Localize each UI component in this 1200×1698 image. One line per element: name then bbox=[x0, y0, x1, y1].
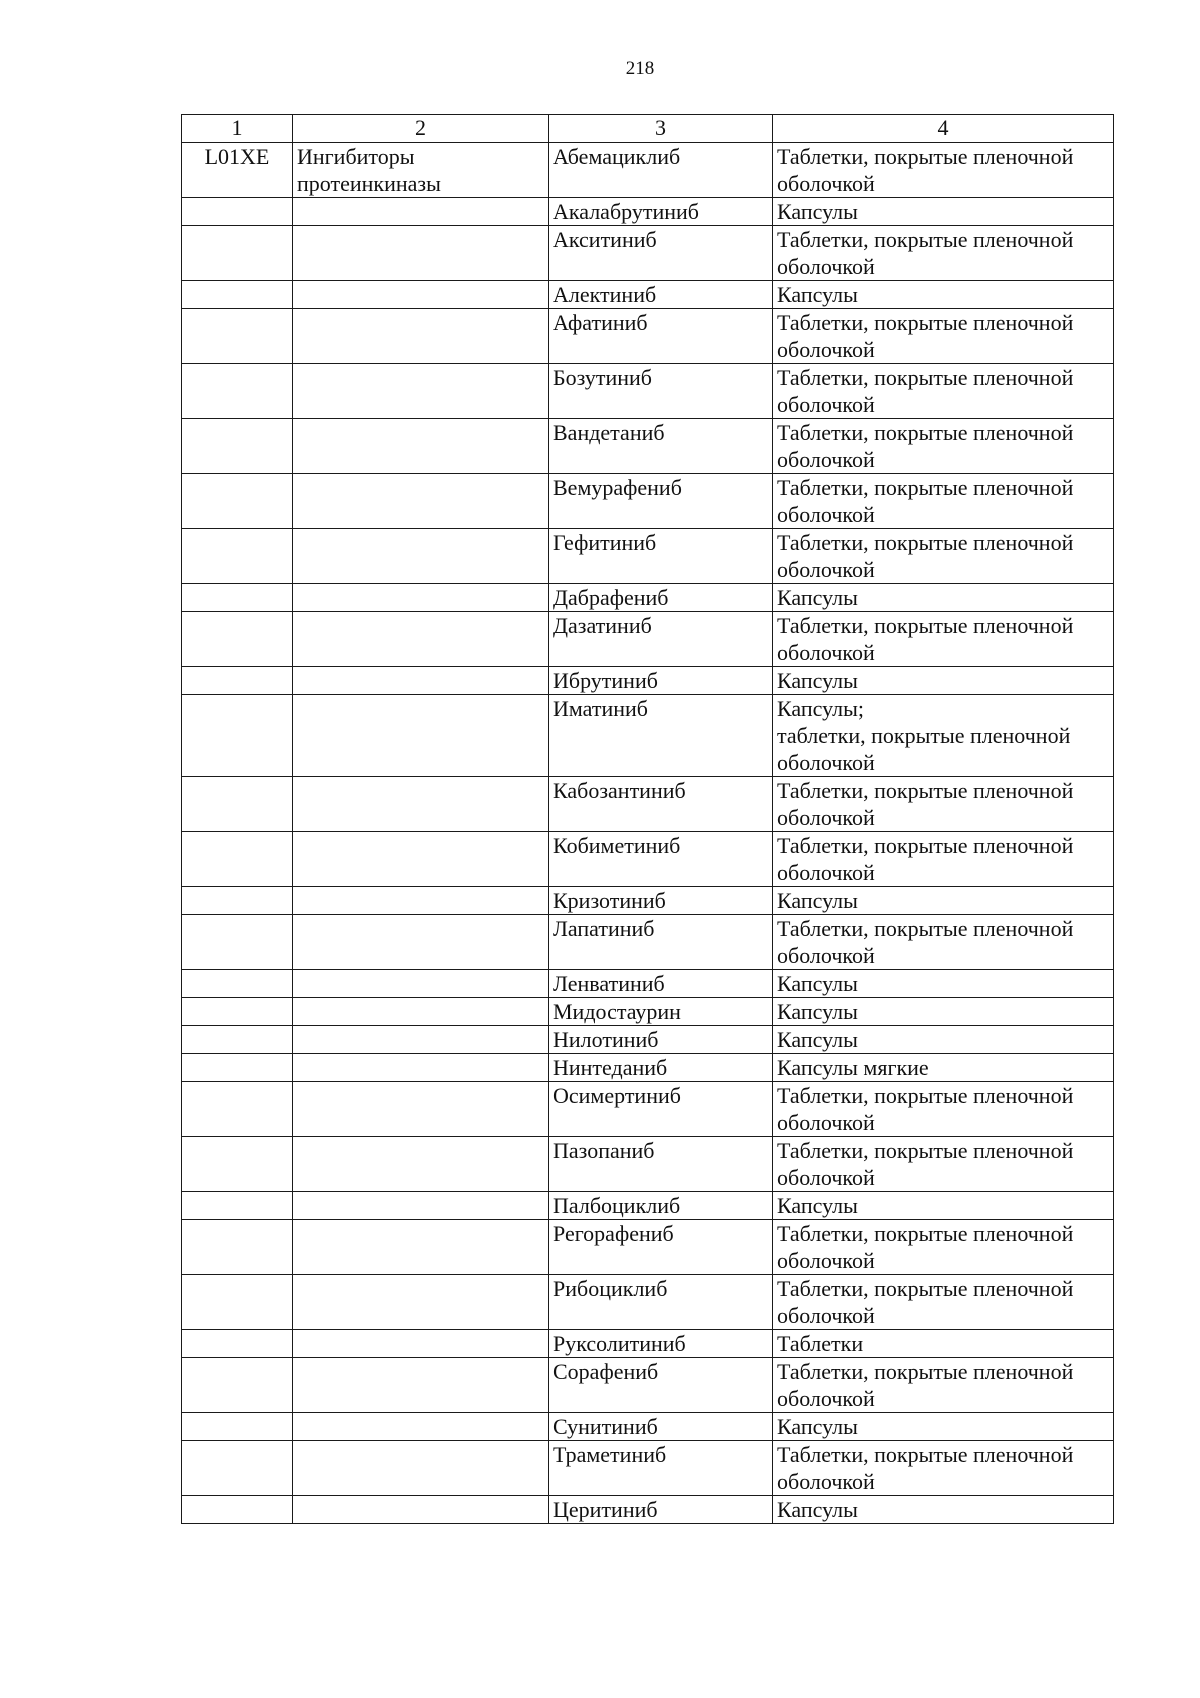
dosage-form-line: Капсулы bbox=[777, 1497, 858, 1522]
drug-name-cell: Палбоциклиб bbox=[549, 1192, 773, 1220]
dosage-form-cell bbox=[773, 1413, 1114, 1441]
drug-name-cell: Афатиниб bbox=[549, 309, 773, 364]
drug-name-cell: Мидостаурин bbox=[549, 998, 773, 1026]
drug-group-cell bbox=[293, 226, 549, 281]
atc-code-cell bbox=[182, 584, 293, 612]
table-row bbox=[182, 832, 1114, 887]
drug-name-cell: Алектиниб bbox=[549, 281, 773, 309]
drug-group-cell bbox=[293, 1275, 549, 1330]
drug-name-cell: Руксолитиниб bbox=[549, 1330, 773, 1358]
table-row bbox=[182, 143, 1114, 198]
table-row bbox=[182, 915, 1114, 970]
drug-group-cell bbox=[293, 777, 549, 832]
dosage-form-line: Таблетки, покрытые пленочной bbox=[777, 1138, 1074, 1163]
dosage-form-line: Капсулы bbox=[777, 971, 858, 996]
atc-code-cell bbox=[182, 474, 293, 529]
drug-group-cell bbox=[293, 364, 549, 419]
drug-name-cell: Осимертиниб bbox=[549, 1082, 773, 1137]
atc-code-cell bbox=[182, 1496, 293, 1524]
dosage-form-line: Таблетки bbox=[777, 1331, 864, 1356]
table-row bbox=[182, 1275, 1114, 1330]
drug-group-cell bbox=[293, 281, 549, 309]
dosage-form-line: оболочкой bbox=[777, 640, 875, 665]
table-row bbox=[182, 281, 1114, 309]
drug-group-line: Ингибиторы bbox=[297, 144, 415, 169]
drug-group-cell bbox=[293, 1026, 549, 1054]
drug-group-cell bbox=[293, 695, 549, 777]
dosage-form-line: оболочкой bbox=[777, 1303, 875, 1328]
dosage-form-cell bbox=[773, 667, 1114, 695]
dosage-form-cell bbox=[773, 1137, 1114, 1192]
dosage-form-line: оболочкой bbox=[777, 337, 875, 362]
drug-group-cell bbox=[293, 612, 549, 667]
dosage-form-line: Таблетки, покрытые пленочной bbox=[777, 227, 1074, 252]
drug-name-cell: Дабрафениб bbox=[549, 584, 773, 612]
dosage-form-cell bbox=[773, 832, 1114, 887]
table-row bbox=[182, 970, 1114, 998]
drug-name-cell: Рибоциклиб bbox=[549, 1275, 773, 1330]
drug-group-cell bbox=[293, 584, 549, 612]
drug-group-cell bbox=[293, 419, 549, 474]
dosage-form-line: оболочкой bbox=[777, 392, 875, 417]
header-row bbox=[182, 115, 1114, 143]
dosage-form-line: оболочкой bbox=[777, 171, 875, 196]
dosage-form-line: оболочкой bbox=[777, 1469, 875, 1494]
drug-group-cell bbox=[293, 309, 549, 364]
dosage-form-cell bbox=[773, 1082, 1114, 1137]
table-row bbox=[182, 1054, 1114, 1082]
dosage-form-line: Таблетки, покрытые пленочной bbox=[777, 833, 1074, 858]
dosage-form-line: оболочкой bbox=[777, 860, 875, 885]
drug-group-cell bbox=[293, 915, 549, 970]
drug-group-cell bbox=[293, 198, 549, 226]
drug-name-cell: Лапатиниб bbox=[549, 915, 773, 970]
atc-code-cell bbox=[182, 1441, 293, 1496]
dosage-form-cell bbox=[773, 695, 1114, 777]
dosage-form-line: Таблетки, покрытые пленочной bbox=[777, 1359, 1074, 1384]
dosage-form-line: Таблетки, покрытые пленочной bbox=[777, 613, 1074, 638]
dosage-form-line: оболочкой bbox=[777, 1386, 875, 1411]
dosage-form-cell bbox=[773, 309, 1114, 364]
drug-group-cell bbox=[293, 1082, 549, 1137]
dosage-form-cell bbox=[773, 612, 1114, 667]
dosage-form-line: Капсулы; bbox=[777, 696, 865, 721]
atc-code-cell bbox=[182, 529, 293, 584]
atc-code-cell bbox=[182, 226, 293, 281]
drug-group-cell bbox=[293, 1441, 549, 1496]
table-row bbox=[182, 1137, 1114, 1192]
atc-code-cell bbox=[182, 695, 293, 777]
drug-group-cell bbox=[293, 1358, 549, 1413]
dosage-form-line: оболочкой bbox=[777, 1165, 875, 1190]
drug-name-cell: Ибрутиниб bbox=[549, 667, 773, 695]
drug-group-cell bbox=[293, 887, 549, 915]
column-header-3: 3 bbox=[549, 115, 773, 143]
drug-group-cell bbox=[293, 1220, 549, 1275]
atc-code-cell bbox=[182, 1082, 293, 1137]
dosage-form-line: Капсулы bbox=[777, 282, 858, 307]
atc-code-cell bbox=[182, 1026, 293, 1054]
dosage-form-cell bbox=[773, 1054, 1114, 1082]
dosage-form-line: оболочкой bbox=[777, 254, 875, 279]
table-row bbox=[182, 226, 1114, 281]
dosage-form-line: Таблетки, покрытые пленочной bbox=[777, 1442, 1074, 1467]
dosage-form-cell bbox=[773, 998, 1114, 1026]
drug-name-cell: Абемациклиб bbox=[549, 143, 773, 198]
drug-group-cell bbox=[293, 1496, 549, 1524]
atc-code-cell bbox=[182, 419, 293, 474]
dosage-form-cell bbox=[773, 1441, 1114, 1496]
column-header-2: 2 bbox=[293, 115, 549, 143]
atc-code-cell bbox=[182, 998, 293, 1026]
drug-name-cell: Бозутиниб bbox=[549, 364, 773, 419]
dosage-form-line: Таблетки, покрытые пленочной bbox=[777, 475, 1074, 500]
atc-code-cell bbox=[182, 1330, 293, 1358]
atc-code-cell bbox=[182, 777, 293, 832]
dosage-form-cell bbox=[773, 226, 1114, 281]
atc-code-cell bbox=[182, 198, 293, 226]
table-row bbox=[182, 612, 1114, 667]
drug-group-cell bbox=[293, 1330, 549, 1358]
dosage-form-line: Капсулы bbox=[777, 1193, 858, 1218]
table-row bbox=[182, 419, 1114, 474]
dosage-form-line: оболочкой bbox=[777, 1248, 875, 1273]
dosage-form-line: Капсулы bbox=[777, 999, 858, 1024]
dosage-form-cell bbox=[773, 1220, 1114, 1275]
dosage-form-cell bbox=[773, 1330, 1114, 1358]
dosage-form-line: Капсулы bbox=[777, 199, 858, 224]
atc-code-cell: L01XE bbox=[182, 143, 293, 198]
dosage-form-cell bbox=[773, 281, 1114, 309]
column-header-1: 1 bbox=[182, 115, 293, 143]
table-row bbox=[182, 1026, 1114, 1054]
table-row bbox=[182, 1220, 1114, 1275]
dosage-form-cell bbox=[773, 887, 1114, 915]
table-row bbox=[182, 1358, 1114, 1413]
dosage-form-cell bbox=[773, 143, 1114, 198]
table-row bbox=[182, 695, 1114, 777]
dosage-form-line: оболочкой bbox=[777, 447, 875, 472]
table-row bbox=[182, 667, 1114, 695]
atc-code-cell bbox=[182, 1275, 293, 1330]
atc-code-cell bbox=[182, 915, 293, 970]
dosage-form-cell bbox=[773, 1026, 1114, 1054]
atc-code-cell bbox=[182, 832, 293, 887]
drug-group-cell bbox=[293, 1413, 549, 1441]
drug-group-cell bbox=[293, 667, 549, 695]
table-row bbox=[182, 1496, 1114, 1524]
atc-code-cell bbox=[182, 1220, 293, 1275]
atc-code-cell bbox=[182, 667, 293, 695]
drug-name-cell: Нилотиниб bbox=[549, 1026, 773, 1054]
page-number: 218 bbox=[625, 58, 655, 79]
drug-group-cell bbox=[293, 1054, 549, 1082]
table-row bbox=[182, 1413, 1114, 1441]
dosage-form-line: оболочкой bbox=[777, 1110, 875, 1135]
dosage-form-cell bbox=[773, 970, 1114, 998]
drug-group-line: протеинкиназы bbox=[297, 171, 441, 196]
dosage-form-line: Капсулы bbox=[777, 1027, 858, 1052]
column-header-4: 4 bbox=[773, 115, 1114, 143]
table-row bbox=[182, 364, 1114, 419]
dosage-form-line: Таблетки, покрытые пленочной bbox=[777, 144, 1074, 169]
drug-group-cell bbox=[293, 143, 549, 198]
drug-name-cell: Кобиметиниб bbox=[549, 832, 773, 887]
table-row bbox=[182, 198, 1114, 226]
atc-code-cell bbox=[182, 1192, 293, 1220]
drug-name-cell: Сорафениб bbox=[549, 1358, 773, 1413]
drug-table bbox=[181, 114, 1114, 1524]
atc-code-cell bbox=[182, 1413, 293, 1441]
dosage-form-cell bbox=[773, 1496, 1114, 1524]
dosage-form-line: оболочкой bbox=[777, 805, 875, 830]
dosage-form-cell bbox=[773, 529, 1114, 584]
drug-name-cell: Гефитиниб bbox=[549, 529, 773, 584]
dosage-form-line: таблетки, покрытые пленочной bbox=[777, 723, 1071, 748]
drug-group-cell bbox=[293, 970, 549, 998]
atc-code-cell bbox=[182, 1137, 293, 1192]
table-row bbox=[182, 474, 1114, 529]
dosage-form-line: оболочкой bbox=[777, 502, 875, 527]
dosage-form-line: Таблетки, покрытые пленочной bbox=[777, 365, 1074, 390]
dosage-form-line: Таблетки, покрытые пленочной bbox=[777, 1083, 1074, 1108]
dosage-form-cell bbox=[773, 1275, 1114, 1330]
table-row bbox=[182, 1082, 1114, 1137]
dosage-form-line: оболочкой bbox=[777, 557, 875, 582]
drug-name-cell: Сунитиниб bbox=[549, 1413, 773, 1441]
dosage-form-line: Капсулы bbox=[777, 888, 858, 913]
dosage-form-cell bbox=[773, 777, 1114, 832]
dosage-form-line: оболочкой bbox=[777, 750, 875, 775]
dosage-form-cell bbox=[773, 474, 1114, 529]
drug-name-cell: Кризотиниб bbox=[549, 887, 773, 915]
drug-group-cell bbox=[293, 998, 549, 1026]
atc-code-cell bbox=[182, 1358, 293, 1413]
dosage-form-line: Капсулы bbox=[777, 585, 858, 610]
table-row bbox=[182, 529, 1114, 584]
dosage-form-cell bbox=[773, 915, 1114, 970]
drug-name-cell: Акситиниб bbox=[549, 226, 773, 281]
dosage-form-line: Капсулы мягкие bbox=[777, 1055, 929, 1080]
dosage-form-line: Таблетки, покрытые пленочной bbox=[777, 420, 1074, 445]
drug-name-cell: Церитиниб bbox=[549, 1496, 773, 1524]
dosage-form-line: Капсулы bbox=[777, 1414, 858, 1439]
drug-name-cell: Вемурафениб bbox=[549, 474, 773, 529]
dosage-form-line: Таблетки, покрытые пленочной bbox=[777, 530, 1074, 555]
dosage-form-line: Таблетки, покрытые пленочной bbox=[777, 310, 1074, 335]
drug-group-cell bbox=[293, 1192, 549, 1220]
drug-group-cell bbox=[293, 474, 549, 529]
drug-group-cell bbox=[293, 1137, 549, 1192]
dosage-form-line: Таблетки, покрытые пленочной bbox=[777, 916, 1074, 941]
drug-name-cell: Регорафениб bbox=[549, 1220, 773, 1275]
drug-name-cell: Акалабрутиниб bbox=[549, 198, 773, 226]
drug-name-cell: Дазатиниб bbox=[549, 612, 773, 667]
dosage-form-line: оболочкой bbox=[777, 943, 875, 968]
atc-code-cell bbox=[182, 1054, 293, 1082]
atc-code-cell bbox=[182, 887, 293, 915]
table-row bbox=[182, 1192, 1114, 1220]
dosage-form-cell bbox=[773, 584, 1114, 612]
drug-name-cell: Траметиниб bbox=[549, 1441, 773, 1496]
drug-name-cell: Пазопаниб bbox=[549, 1137, 773, 1192]
dosage-form-cell bbox=[773, 419, 1114, 474]
dosage-form-cell bbox=[773, 364, 1114, 419]
dosage-form-line: Капсулы bbox=[777, 668, 858, 693]
table-row bbox=[182, 777, 1114, 832]
table-body bbox=[182, 143, 1114, 1524]
atc-code-cell bbox=[182, 309, 293, 364]
drug-name-cell: Вандетаниб bbox=[549, 419, 773, 474]
drug-name-cell: Нинтеданиб bbox=[549, 1054, 773, 1082]
table-row bbox=[182, 887, 1114, 915]
atc-code-cell bbox=[182, 612, 293, 667]
dosage-form-cell bbox=[773, 1192, 1114, 1220]
dosage-form-cell bbox=[773, 1358, 1114, 1413]
table-row bbox=[182, 309, 1114, 364]
drug-name-cell: Кабозантиниб bbox=[549, 777, 773, 832]
drug-name-cell: Иматиниб bbox=[549, 695, 773, 777]
dosage-form-line: Таблетки, покрытые пленочной bbox=[777, 778, 1074, 803]
dosage-form-cell bbox=[773, 198, 1114, 226]
atc-code-cell bbox=[182, 970, 293, 998]
atc-code-cell bbox=[182, 281, 293, 309]
dosage-form-line: Таблетки, покрытые пленочной bbox=[777, 1221, 1074, 1246]
drug-name-cell: Ленватиниб bbox=[549, 970, 773, 998]
table-row bbox=[182, 1441, 1114, 1496]
table-row bbox=[182, 584, 1114, 612]
atc-code-cell bbox=[182, 364, 293, 419]
drug-group-cell bbox=[293, 529, 549, 584]
dosage-form-line: Таблетки, покрытые пленочной bbox=[777, 1276, 1074, 1301]
table-row bbox=[182, 998, 1114, 1026]
drug-group-cell bbox=[293, 832, 549, 887]
table-row bbox=[182, 1330, 1114, 1358]
